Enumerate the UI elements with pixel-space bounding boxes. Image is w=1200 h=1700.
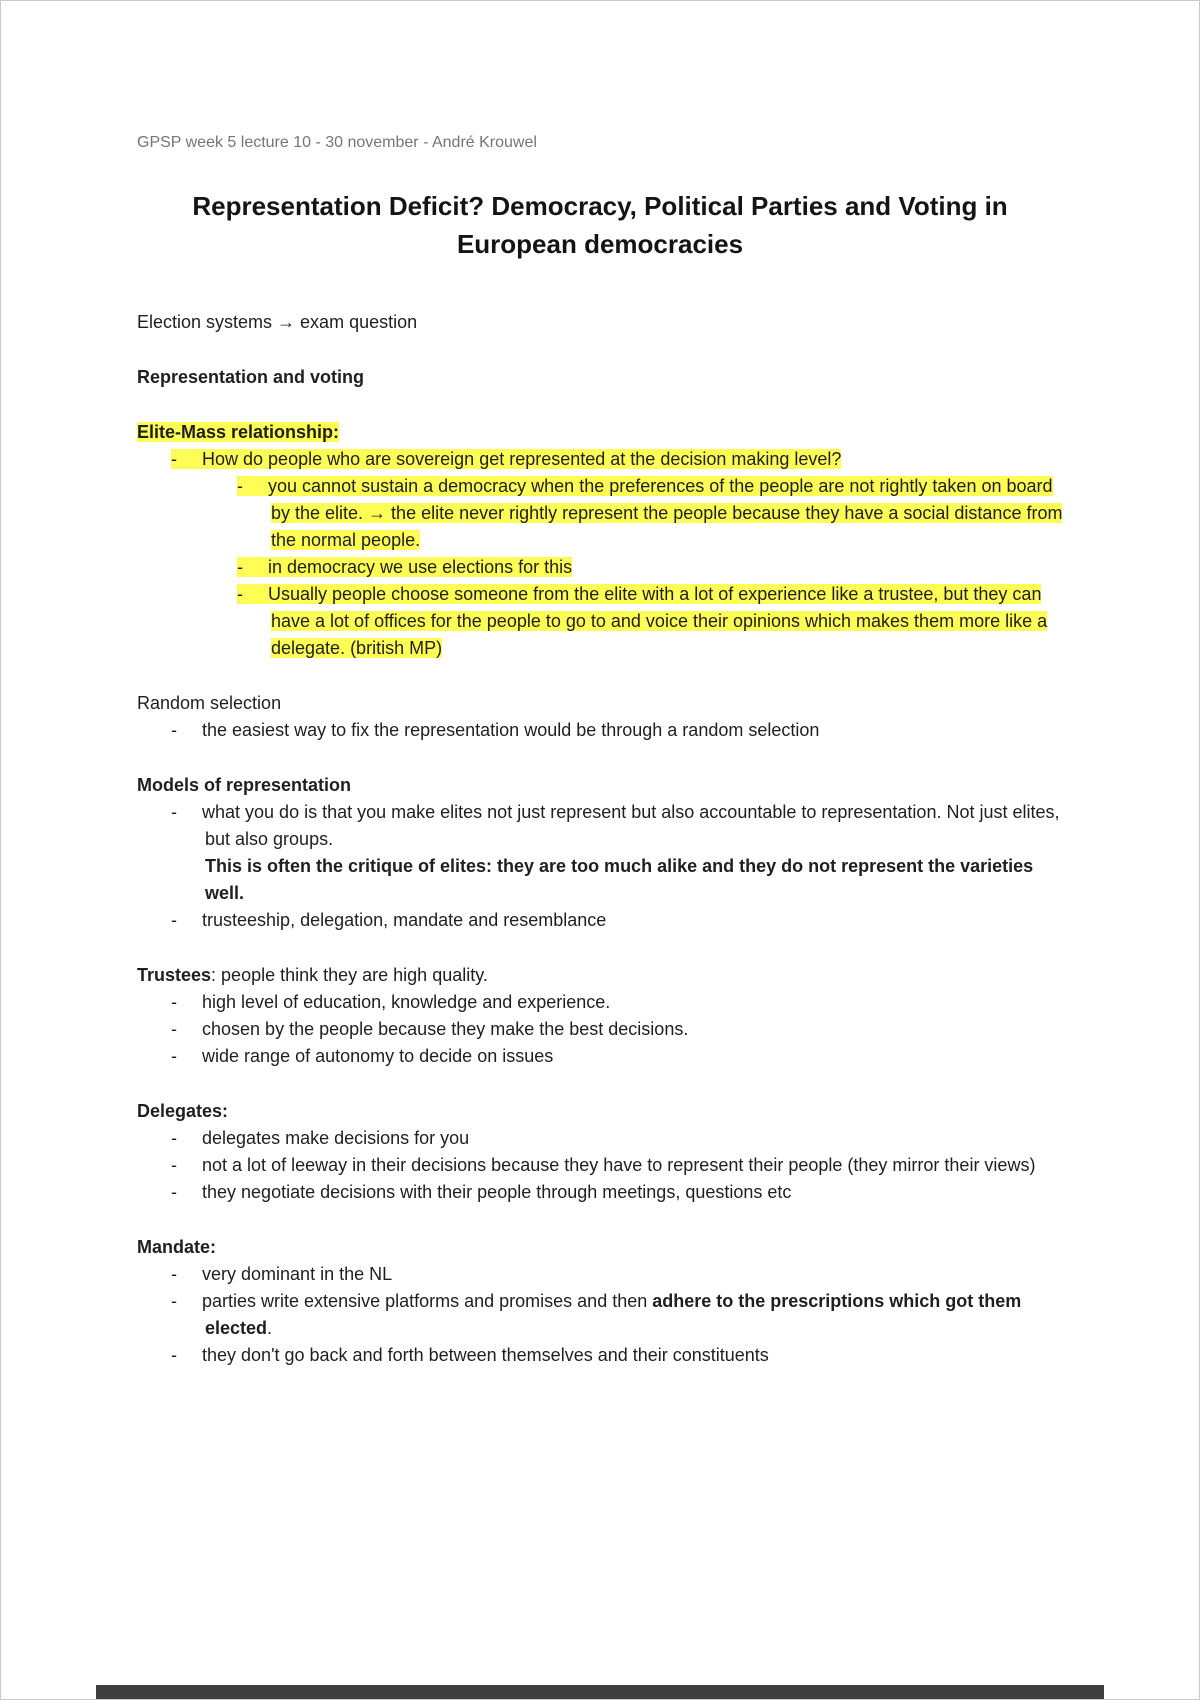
bullet-dash: - <box>171 1182 177 1202</box>
random-selection-heading: Random selection <box>137 693 282 713</box>
list-item <box>137 446 1063 473</box>
list-item <box>137 1342 1063 1369</box>
list-item <box>137 1288 1063 1342</box>
trustees-heading-line <box>137 962 1063 989</box>
list-item <box>137 989 1063 1016</box>
list-item-text-end: . <box>267 1318 273 1338</box>
list-item-text: in democracy we use elections for this <box>268 557 573 577</box>
list-item-text: parties write extensive platforms and promises and then <box>202 1291 653 1311</box>
list-item-text: what you do is that you make elites not just represent but also accountable to representation. Not just elites, but also groups. <box>202 802 1060 849</box>
list-item-text: they negotiate decisions with their people through meetings, questions etc <box>202 1182 792 1202</box>
bullet-dash: - <box>171 1128 177 1148</box>
list-item-text: delegates make decisions for you <box>202 1128 470 1148</box>
list-item <box>137 1125 1063 1152</box>
section-heading-representation-and-voting: Representation and voting <box>137 367 365 387</box>
list-item-text-bold: adhere to the prescriptions which got them elected <box>205 1291 1022 1338</box>
list-item <box>137 1261 1063 1288</box>
list-item <box>137 907 1063 934</box>
section-mandate <box>137 1234 1063 1369</box>
list-item-text: they don't go back and forth between themselves and their constituents <box>202 1345 769 1365</box>
section-trustees <box>137 962 1063 1070</box>
list-item <box>137 1152 1063 1179</box>
bullet-dash: - <box>171 910 177 930</box>
bullet-dash: - <box>171 720 177 740</box>
list-item-text: very dominant in the NL <box>202 1264 393 1284</box>
delegates-heading: Delegates: <box>137 1101 229 1121</box>
list-item <box>137 473 1063 554</box>
trustees-heading-rest: : people think they are high quality. <box>211 965 488 985</box>
list-item <box>137 554 1063 581</box>
list-item-text: trusteeship, delegation, mandate and resemblance <box>202 910 607 930</box>
bullet-dash: - <box>171 1291 177 1311</box>
bullet-dash: - <box>171 1019 177 1039</box>
section-elite-mass-relationship <box>137 419 1063 662</box>
list-item <box>137 717 1063 744</box>
models-heading: Models of representation <box>137 775 352 795</box>
list-item <box>137 1043 1063 1070</box>
list-item <box>137 1179 1063 1206</box>
bullet-dash: - <box>237 584 243 604</box>
mandate-heading: Mandate: <box>137 1237 217 1257</box>
bullet-dash: - <box>171 1345 177 1365</box>
doc-header-line: GPSP week 5 lecture 10 - 30 november - André Krouwel <box>137 134 537 151</box>
trustees-heading: Trustees <box>137 965 212 985</box>
list-item-text: high level of education, knowledge and experience. <box>202 992 611 1012</box>
list-item <box>137 581 1063 662</box>
bullet-dash: - <box>171 1046 177 1066</box>
bullet-dash: - <box>171 1264 177 1284</box>
bullet-dash: - <box>237 557 243 577</box>
section-models-of-representation <box>137 772 1063 934</box>
list-item-text: Usually people choose someone from the elite with a lot of experience like a trustee, but they can have a lot of offices for the people to go to and voice their opinions which makes them more like a delegate. (british MP) <box>268 584 1048 658</box>
intro-line: Election systems → exam question <box>137 312 418 332</box>
bullet-dash: - <box>171 802 177 822</box>
list-item <box>137 1016 1063 1043</box>
list-item-text: chosen by the people because they make the best decisions. <box>202 1019 689 1039</box>
list-item-text: wide range of autonomy to decide on issues <box>202 1046 554 1066</box>
bullet-dash: - <box>237 476 243 496</box>
elite-heading-line <box>137 419 1063 446</box>
page-break-bar <box>96 1685 1104 1699</box>
list-item-text: the easiest way to fix the representation would be through a random selection <box>202 720 820 740</box>
list-item-text: not a lot of leeway in their decisions because they have to represent their people (they mirror their views) <box>202 1155 1036 1175</box>
doc-title: Representation Deficit? Democracy, Political Parties and Voting in European democracies <box>192 191 1008 259</box>
bullet-dash: - <box>171 1155 177 1175</box>
section-delegates <box>137 1098 1063 1206</box>
list-item-text: How do people who are sovereign get represented at the decision making level? <box>202 449 842 469</box>
bullet-dash: - <box>171 449 177 469</box>
elite-heading: Elite-Mass relationship: <box>137 422 340 442</box>
document-content <box>1 1 1199 1369</box>
list-item-text: you cannot sustain a democracy when the preferences of the people are not rightly taken on board by the elite. → the elite never rightly represent the people because they have a social distance from the normal people. <box>268 476 1063 550</box>
bullet-dash: - <box>171 992 177 1012</box>
list-item-text-bold: This is often the critique of elites: they are too much alike and they do not represent the varieties well. <box>205 856 1034 903</box>
list-item <box>137 799 1063 907</box>
section-random-selection <box>137 690 1063 744</box>
